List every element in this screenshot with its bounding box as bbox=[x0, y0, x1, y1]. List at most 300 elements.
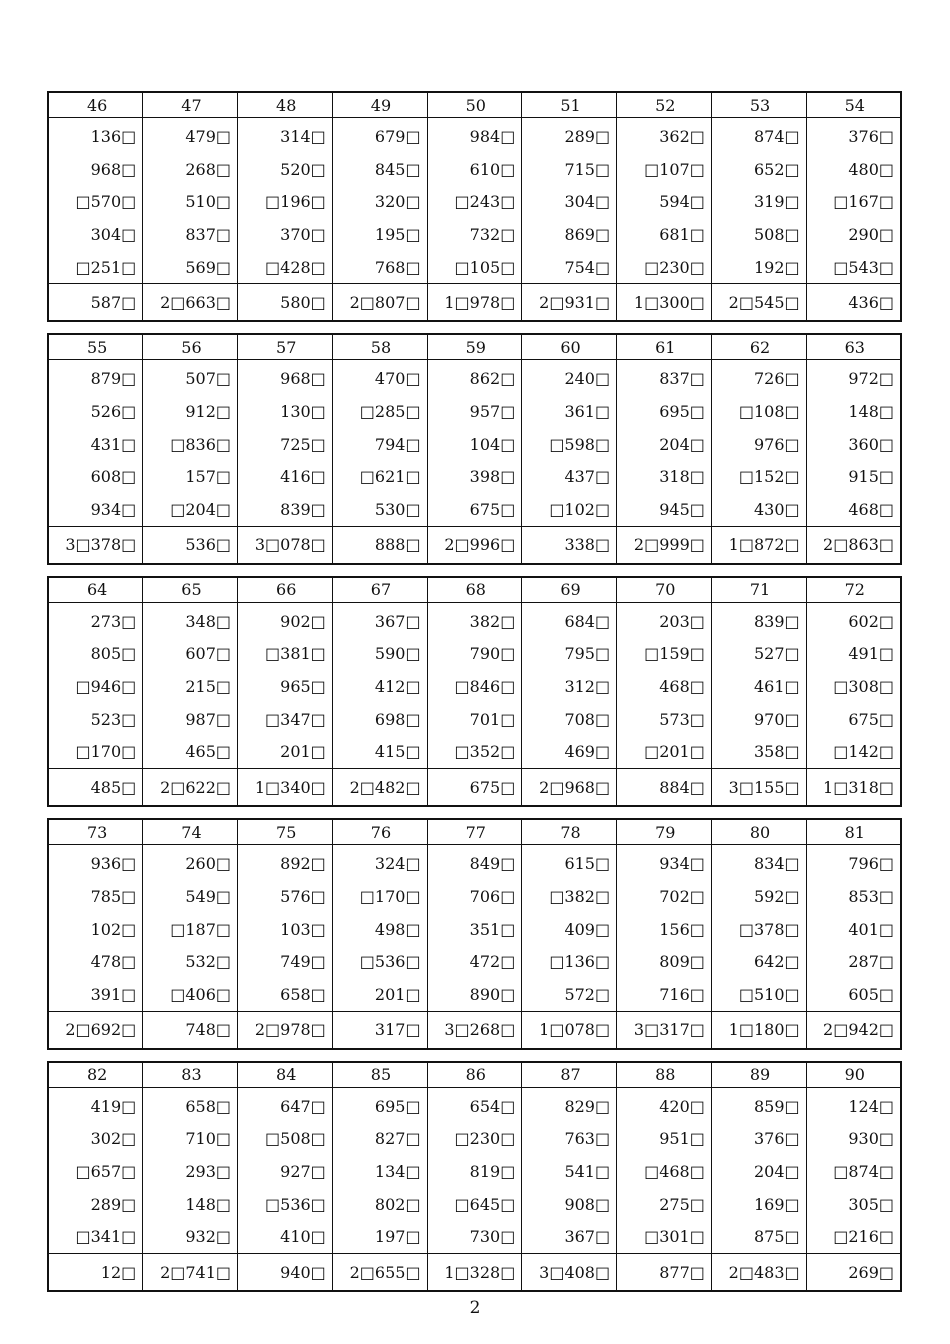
value-cell: □107□ bbox=[617, 153, 712, 186]
value-cell: 361□ bbox=[522, 395, 617, 428]
value-row bbox=[48, 218, 901, 251]
value-cell: 376□ bbox=[711, 1122, 806, 1155]
value-cell: 642□ bbox=[711, 945, 806, 978]
value-cell: 130□ bbox=[238, 395, 333, 428]
value-cell: 957□ bbox=[427, 395, 522, 428]
value-row bbox=[48, 1221, 901, 1254]
value-cell: 410□ bbox=[238, 1221, 333, 1254]
value-cell: 834□ bbox=[711, 845, 806, 880]
value-cell: 725□ bbox=[238, 428, 333, 461]
value-cell: 859□ bbox=[711, 1087, 806, 1122]
total-cell: 3□378□ bbox=[48, 526, 143, 564]
value-cell: 716□ bbox=[617, 978, 712, 1011]
total-cell: 436□ bbox=[806, 284, 901, 322]
total-cell: 485□ bbox=[48, 769, 143, 807]
problem-number: 48 bbox=[238, 92, 333, 118]
value-cell: □196□ bbox=[238, 185, 333, 218]
value-cell: 930□ bbox=[806, 1122, 901, 1155]
total-cell: 2□942□ bbox=[806, 1011, 901, 1049]
value-cell: 796□ bbox=[806, 845, 901, 880]
value-row bbox=[48, 251, 901, 284]
value-cell: 437□ bbox=[522, 461, 617, 494]
problem-number: 57 bbox=[238, 334, 333, 360]
value-cell: 874□ bbox=[711, 118, 806, 153]
total-cell: 748□ bbox=[143, 1011, 238, 1049]
value-cell: 795□ bbox=[522, 638, 617, 671]
value-cell: □428□ bbox=[238, 251, 333, 284]
value-cell: 681□ bbox=[617, 218, 712, 251]
problem-number: 51 bbox=[522, 92, 617, 118]
problem-number: 53 bbox=[711, 92, 806, 118]
value-cell: 351□ bbox=[427, 913, 522, 946]
value-cell: 837□ bbox=[143, 218, 238, 251]
value-cell: 732□ bbox=[427, 218, 522, 251]
value-cell: 970□ bbox=[711, 703, 806, 736]
total-cell: 888□ bbox=[332, 526, 427, 564]
value-cell: □468□ bbox=[617, 1155, 712, 1188]
value-cell: 382□ bbox=[427, 602, 522, 637]
problem-number: 90 bbox=[806, 1062, 901, 1088]
problem-block bbox=[47, 576, 902, 807]
value-cell: □187□ bbox=[143, 913, 238, 946]
total-cell: 1□978□ bbox=[427, 284, 522, 322]
value-cell: 348□ bbox=[143, 602, 238, 637]
problem-number: 52 bbox=[617, 92, 712, 118]
value-cell: 367□ bbox=[332, 602, 427, 637]
header-row bbox=[48, 1062, 901, 1088]
value-cell: □510□ bbox=[711, 978, 806, 1011]
value-cell: 468□ bbox=[617, 670, 712, 703]
value-cell: 420□ bbox=[617, 1087, 712, 1122]
value-cell: 398□ bbox=[427, 461, 522, 494]
value-cell: 726□ bbox=[711, 360, 806, 395]
value-cell: 273□ bbox=[48, 602, 143, 637]
value-cell: 675□ bbox=[427, 493, 522, 526]
total-cell: 3□408□ bbox=[522, 1254, 617, 1292]
value-cell: 401□ bbox=[806, 913, 901, 946]
problem-number: 47 bbox=[143, 92, 238, 118]
page-number: 2 bbox=[469, 1298, 481, 1318]
problem-number: 77 bbox=[427, 819, 522, 845]
value-cell: □152□ bbox=[711, 461, 806, 494]
problem-number: 71 bbox=[711, 577, 806, 603]
value-cell: □341□ bbox=[48, 1221, 143, 1254]
value-cell: 527□ bbox=[711, 638, 806, 671]
value-cell: 987□ bbox=[143, 703, 238, 736]
total-cell: 2□863□ bbox=[806, 526, 901, 564]
value-cell: 260□ bbox=[143, 845, 238, 880]
problem-block bbox=[47, 333, 902, 564]
value-cell: □159□ bbox=[617, 638, 712, 671]
value-cell: 415□ bbox=[332, 736, 427, 769]
value-cell: 304□ bbox=[522, 185, 617, 218]
value-cell: 839□ bbox=[238, 493, 333, 526]
total-cell: 587□ bbox=[48, 284, 143, 322]
problem-number: 79 bbox=[617, 819, 712, 845]
value-cell: 526□ bbox=[48, 395, 143, 428]
value-cell: 934□ bbox=[617, 845, 712, 880]
total-cell: 338□ bbox=[522, 526, 617, 564]
value-cell: 293□ bbox=[143, 1155, 238, 1188]
problem-number: 81 bbox=[806, 819, 901, 845]
value-cell: 908□ bbox=[522, 1188, 617, 1221]
value-cell: □285□ bbox=[332, 395, 427, 428]
value-cell: 324□ bbox=[332, 845, 427, 880]
value-row bbox=[48, 493, 901, 526]
header-row bbox=[48, 819, 901, 845]
total-cell: 2□483□ bbox=[711, 1254, 806, 1292]
problem-number: 61 bbox=[617, 334, 712, 360]
problem-number: 66 bbox=[238, 577, 333, 603]
value-cell: □301□ bbox=[617, 1221, 712, 1254]
value-cell: 362□ bbox=[617, 118, 712, 153]
problem-number: 80 bbox=[711, 819, 806, 845]
problem-number: 70 bbox=[617, 577, 712, 603]
value-cell: 936□ bbox=[48, 845, 143, 880]
value-row bbox=[48, 670, 901, 703]
value-cell: □216□ bbox=[806, 1221, 901, 1254]
total-cell: 877□ bbox=[617, 1254, 712, 1292]
value-cell: 675□ bbox=[806, 703, 901, 736]
total-cell: 1□180□ bbox=[711, 1011, 806, 1049]
value-cell: 136□ bbox=[48, 118, 143, 153]
value-cell: 287□ bbox=[806, 945, 901, 978]
total-cell: 2□999□ bbox=[617, 526, 712, 564]
value-cell: 845□ bbox=[332, 153, 427, 186]
value-cell: 480□ bbox=[806, 153, 901, 186]
value-cell: 201□ bbox=[332, 978, 427, 1011]
value-cell: 892□ bbox=[238, 845, 333, 880]
value-cell: 124□ bbox=[806, 1087, 901, 1122]
value-cell: 169□ bbox=[711, 1188, 806, 1221]
value-cell: 461□ bbox=[711, 670, 806, 703]
value-cell: □536□ bbox=[238, 1188, 333, 1221]
value-cell: 875□ bbox=[711, 1221, 806, 1254]
value-cell: 148□ bbox=[806, 395, 901, 428]
value-cell: 984□ bbox=[427, 118, 522, 153]
value-cell: 647□ bbox=[238, 1087, 333, 1122]
value-cell: 849□ bbox=[427, 845, 522, 880]
total-row bbox=[48, 1011, 901, 1049]
total-cell: 884□ bbox=[617, 769, 712, 807]
value-cell: 215□ bbox=[143, 670, 238, 703]
value-cell: 679□ bbox=[332, 118, 427, 153]
total-cell: 2□968□ bbox=[522, 769, 617, 807]
value-row bbox=[48, 360, 901, 395]
value-cell: 416□ bbox=[238, 461, 333, 494]
value-cell: 320□ bbox=[332, 185, 427, 218]
value-cell: □142□ bbox=[806, 736, 901, 769]
value-cell: 469□ bbox=[522, 736, 617, 769]
value-row bbox=[48, 913, 901, 946]
total-cell: 3□268□ bbox=[427, 1011, 522, 1049]
value-cell: 968□ bbox=[48, 153, 143, 186]
value-cell: □347□ bbox=[238, 703, 333, 736]
value-cell: 809□ bbox=[617, 945, 712, 978]
value-cell: 610□ bbox=[427, 153, 522, 186]
value-cell: 468□ bbox=[806, 493, 901, 526]
value-cell: □352□ bbox=[427, 736, 522, 769]
value-cell: 290□ bbox=[806, 218, 901, 251]
value-cell: 430□ bbox=[711, 493, 806, 526]
value-cell: 710□ bbox=[143, 1122, 238, 1155]
value-cell: 412□ bbox=[332, 670, 427, 703]
problem-number: 72 bbox=[806, 577, 901, 603]
value-cell: 652□ bbox=[711, 153, 806, 186]
value-cell: 976□ bbox=[711, 428, 806, 461]
value-cell: 932□ bbox=[143, 1221, 238, 1254]
problem-number: 68 bbox=[427, 577, 522, 603]
value-cell: 275□ bbox=[617, 1188, 712, 1221]
problem-number: 88 bbox=[617, 1062, 712, 1088]
value-cell: 134□ bbox=[332, 1155, 427, 1188]
problem-number: 59 bbox=[427, 334, 522, 360]
value-cell: 197□ bbox=[332, 1221, 427, 1254]
total-cell: 2□622□ bbox=[143, 769, 238, 807]
value-cell: 520□ bbox=[238, 153, 333, 186]
value-cell: 360□ bbox=[806, 428, 901, 461]
value-cell: □105□ bbox=[427, 251, 522, 284]
value-cell: 912□ bbox=[143, 395, 238, 428]
value-cell: □536□ bbox=[332, 945, 427, 978]
problem-number: 49 bbox=[332, 92, 427, 118]
value-cell: 592□ bbox=[711, 880, 806, 913]
value-cell: 318□ bbox=[617, 461, 712, 494]
problem-number: 89 bbox=[711, 1062, 806, 1088]
total-cell: 1□872□ bbox=[711, 526, 806, 564]
problem-number: 63 bbox=[806, 334, 901, 360]
value-cell: 573□ bbox=[617, 703, 712, 736]
value-cell: 754□ bbox=[522, 251, 617, 284]
value-cell: 827□ bbox=[332, 1122, 427, 1155]
value-row bbox=[48, 1188, 901, 1221]
problem-number: 58 bbox=[332, 334, 427, 360]
problem-block bbox=[47, 1061, 902, 1292]
problem-number: 73 bbox=[48, 819, 143, 845]
value-cell: 590□ bbox=[332, 638, 427, 671]
value-cell: 302□ bbox=[48, 1122, 143, 1155]
value-cell: 305□ bbox=[806, 1188, 901, 1221]
value-cell: □846□ bbox=[427, 670, 522, 703]
value-cell: 853□ bbox=[806, 880, 901, 913]
value-row bbox=[48, 880, 901, 913]
value-cell: 658□ bbox=[143, 1087, 238, 1122]
value-row bbox=[48, 1155, 901, 1188]
value-cell: 289□ bbox=[48, 1188, 143, 1221]
total-cell: 536□ bbox=[143, 526, 238, 564]
total-cell: 2□545□ bbox=[711, 284, 806, 322]
value-cell: 607□ bbox=[143, 638, 238, 671]
value-cell: 715□ bbox=[522, 153, 617, 186]
value-cell: 491□ bbox=[806, 638, 901, 671]
value-cell: 708□ bbox=[522, 703, 617, 736]
value-cell: 157□ bbox=[143, 461, 238, 494]
value-cell: 409□ bbox=[522, 913, 617, 946]
value-cell: 391□ bbox=[48, 978, 143, 1011]
problem-block bbox=[47, 818, 902, 1049]
value-cell: 195□ bbox=[332, 218, 427, 251]
value-cell: 837□ bbox=[617, 360, 712, 395]
value-cell: □657□ bbox=[48, 1155, 143, 1188]
value-cell: 192□ bbox=[711, 251, 806, 284]
value-cell: □645□ bbox=[427, 1188, 522, 1221]
value-cell: □136□ bbox=[522, 945, 617, 978]
problem-number: 82 bbox=[48, 1062, 143, 1088]
problem-number: 54 bbox=[806, 92, 901, 118]
total-cell: 675□ bbox=[427, 769, 522, 807]
problem-number: 55 bbox=[48, 334, 143, 360]
value-cell: 314□ bbox=[238, 118, 333, 153]
value-cell: 312□ bbox=[522, 670, 617, 703]
total-cell: 1□340□ bbox=[238, 769, 333, 807]
problem-number: 46 bbox=[48, 92, 143, 118]
value-cell: 972□ bbox=[806, 360, 901, 395]
value-row bbox=[48, 845, 901, 880]
value-cell: □102□ bbox=[522, 493, 617, 526]
value-cell: □543□ bbox=[806, 251, 901, 284]
problem-number: 74 bbox=[143, 819, 238, 845]
value-cell: 541□ bbox=[522, 1155, 617, 1188]
value-row bbox=[48, 1122, 901, 1155]
total-row bbox=[48, 1254, 901, 1292]
value-cell: 103□ bbox=[238, 913, 333, 946]
value-cell: 594□ bbox=[617, 185, 712, 218]
total-cell: 2□663□ bbox=[143, 284, 238, 322]
header-row bbox=[48, 577, 901, 603]
problem-number: 78 bbox=[522, 819, 617, 845]
value-row bbox=[48, 118, 901, 153]
value-cell: 498□ bbox=[332, 913, 427, 946]
value-cell: 802□ bbox=[332, 1188, 427, 1221]
value-cell: 927□ bbox=[238, 1155, 333, 1188]
total-cell: 2□692□ bbox=[48, 1011, 143, 1049]
total-row bbox=[48, 284, 901, 322]
value-cell: 304□ bbox=[48, 218, 143, 251]
problem-number: 85 bbox=[332, 1062, 427, 1088]
total-cell: 3□078□ bbox=[238, 526, 333, 564]
value-cell: □570□ bbox=[48, 185, 143, 218]
value-cell: □108□ bbox=[711, 395, 806, 428]
value-cell: 204□ bbox=[617, 428, 712, 461]
value-row bbox=[48, 153, 901, 186]
value-cell: 706□ bbox=[427, 880, 522, 913]
value-row bbox=[48, 945, 901, 978]
value-cell: 358□ bbox=[711, 736, 806, 769]
total-cell: 317□ bbox=[332, 1011, 427, 1049]
total-cell: 2□807□ bbox=[332, 284, 427, 322]
header-row bbox=[48, 334, 901, 360]
value-cell: 695□ bbox=[617, 395, 712, 428]
header-row bbox=[48, 92, 901, 118]
value-cell: 608□ bbox=[48, 461, 143, 494]
total-cell: 2□978□ bbox=[238, 1011, 333, 1049]
value-cell: 768□ bbox=[332, 251, 427, 284]
total-cell: 1□318□ bbox=[806, 769, 901, 807]
value-cell: 702□ bbox=[617, 880, 712, 913]
value-cell: 507□ bbox=[143, 360, 238, 395]
value-cell: 576□ bbox=[238, 880, 333, 913]
value-cell: 289□ bbox=[522, 118, 617, 153]
value-cell: 523□ bbox=[48, 703, 143, 736]
value-cell: 508□ bbox=[711, 218, 806, 251]
problem-number: 87 bbox=[522, 1062, 617, 1088]
value-cell: 862□ bbox=[427, 360, 522, 395]
value-cell: □874□ bbox=[806, 1155, 901, 1188]
value-cell: 148□ bbox=[143, 1188, 238, 1221]
problem-number: 84 bbox=[238, 1062, 333, 1088]
total-cell: 2□655□ bbox=[332, 1254, 427, 1292]
value-cell: □201□ bbox=[617, 736, 712, 769]
value-cell: □598□ bbox=[522, 428, 617, 461]
total-cell: 940□ bbox=[238, 1254, 333, 1292]
value-cell: □243□ bbox=[427, 185, 522, 218]
value-cell: □170□ bbox=[332, 880, 427, 913]
value-cell: 605□ bbox=[806, 978, 901, 1011]
total-cell: 1□328□ bbox=[427, 1254, 522, 1292]
value-cell: 701□ bbox=[427, 703, 522, 736]
value-cell: 615□ bbox=[522, 845, 617, 880]
value-cell: 763□ bbox=[522, 1122, 617, 1155]
total-cell: 12□ bbox=[48, 1254, 143, 1292]
value-cell: 934□ bbox=[48, 493, 143, 526]
value-row bbox=[48, 395, 901, 428]
value-cell: □308□ bbox=[806, 670, 901, 703]
value-cell: 479□ bbox=[143, 118, 238, 153]
total-cell: 2□741□ bbox=[143, 1254, 238, 1292]
total-cell: 1□300□ bbox=[617, 284, 712, 322]
value-row bbox=[48, 978, 901, 1011]
value-cell: □378□ bbox=[711, 913, 806, 946]
value-cell: □230□ bbox=[427, 1122, 522, 1155]
value-row bbox=[48, 736, 901, 769]
value-row bbox=[48, 703, 901, 736]
value-cell: □946□ bbox=[48, 670, 143, 703]
value-cell: □204□ bbox=[143, 493, 238, 526]
value-cell: □406□ bbox=[143, 978, 238, 1011]
value-cell: 431□ bbox=[48, 428, 143, 461]
value-row bbox=[48, 602, 901, 637]
problem-number: 83 bbox=[143, 1062, 238, 1088]
value-cell: 658□ bbox=[238, 978, 333, 1011]
value-row bbox=[48, 1087, 901, 1122]
value-cell: 472□ bbox=[427, 945, 522, 978]
value-cell: 819□ bbox=[427, 1155, 522, 1188]
total-cell: 2□996□ bbox=[427, 526, 522, 564]
value-cell: □836□ bbox=[143, 428, 238, 461]
value-cell: 839□ bbox=[711, 602, 806, 637]
value-cell: 968□ bbox=[238, 360, 333, 395]
value-cell: 530□ bbox=[332, 493, 427, 526]
value-cell: 470□ bbox=[332, 360, 427, 395]
problem-number: 65 bbox=[143, 577, 238, 603]
value-cell: 695□ bbox=[332, 1087, 427, 1122]
value-row bbox=[48, 428, 901, 461]
value-cell: 549□ bbox=[143, 880, 238, 913]
value-cell: 367□ bbox=[522, 1221, 617, 1254]
value-cell: 419□ bbox=[48, 1087, 143, 1122]
total-row bbox=[48, 769, 901, 807]
value-cell: 240□ bbox=[522, 360, 617, 395]
value-cell: 465□ bbox=[143, 736, 238, 769]
value-cell: 890□ bbox=[427, 978, 522, 1011]
total-cell: 2□931□ bbox=[522, 284, 617, 322]
value-cell: 965□ bbox=[238, 670, 333, 703]
value-cell: 684□ bbox=[522, 602, 617, 637]
value-cell: 102□ bbox=[48, 913, 143, 946]
value-cell: 785□ bbox=[48, 880, 143, 913]
value-cell: 902□ bbox=[238, 602, 333, 637]
total-cell: 3□317□ bbox=[617, 1011, 712, 1049]
